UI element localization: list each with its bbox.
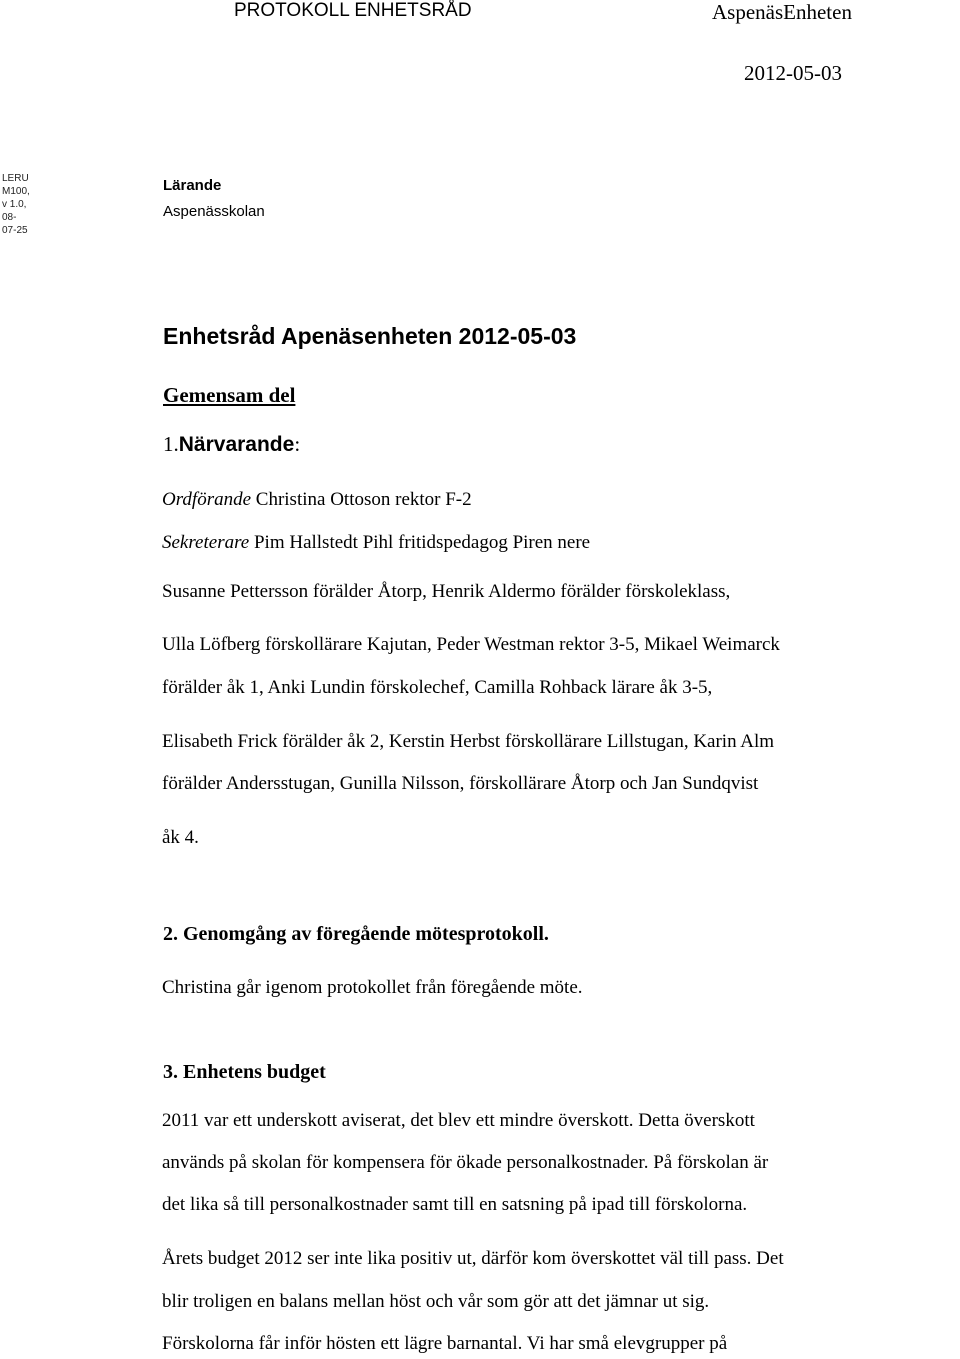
budget-line: 2011 var ett underskott aviserat, det blev ett mindre överskott. Detta överskott xyxy=(162,1110,755,1131)
budget-line: Förskolorna får inför hösten ett lägre barnantal. Vi har små elevgrupper på xyxy=(162,1333,728,1354)
section-title: Närvarande xyxy=(178,433,295,456)
form-code-line: LERU xyxy=(2,173,29,184)
header-date: 2012-05-03 xyxy=(744,61,842,85)
form-code-line: 07-25 xyxy=(2,225,28,236)
document-title: Enhetsråd Apenäsenheten 2012-05-03 xyxy=(163,323,577,349)
budget-line: blir troligen en balans mellan höst och vår som gör att det jämnar ut sig. xyxy=(162,1291,710,1312)
section-budget-heading: 3. Enhetens budget xyxy=(163,1061,326,1083)
form-code xyxy=(2,172,30,237)
form-code-line: 08- xyxy=(2,212,17,223)
section-attendees-heading xyxy=(163,432,300,457)
secretary-role: Sekreterare xyxy=(162,532,250,553)
attendees-line: åk 4. xyxy=(162,827,199,848)
attendees-line: Susanne Pettersson förälder Åtorp, Henrik Aldermo förälder förskoleklass, xyxy=(162,581,731,602)
common-part-heading: Gemensam del xyxy=(163,383,296,407)
budget-line: används på skolan för kompensera för ökade personalkostnader. På förskolan är xyxy=(162,1152,769,1173)
form-code-line: M100, xyxy=(2,186,30,197)
secretary-line xyxy=(162,532,590,554)
attendees-line: Ulla Löfberg förskollärare Kajutan, Peder Westman rektor 3-5, Mikael Weimarck xyxy=(162,634,780,655)
section-number: 1. xyxy=(163,432,179,456)
header-title: PROTOKOLL ENHETSRÅD xyxy=(234,0,472,21)
section-minutes-heading: 2. Genomgång av föregående mötesprotokoll. xyxy=(163,923,549,945)
attendees-line: Elisabeth Frick förälder åk 2, Kerstin Herbst förskollärare Lillstugan, Karin Alm xyxy=(162,731,775,752)
form-code-line: v 1.0, xyxy=(2,199,27,210)
header-unit: AspenäsEnheten xyxy=(712,0,852,24)
chair-line xyxy=(162,489,472,511)
budget-line: det lika så till personalkostnader samt till en satsning på ipad till förskolorna. xyxy=(162,1194,748,1215)
chair-text: Christina Ottoson rektor F-2 xyxy=(251,489,472,510)
section-minutes-text: Christina går igenom protokollet från föregående möte. xyxy=(162,977,583,998)
school-label: Aspenässkolan xyxy=(163,203,265,220)
department-label: Lärande xyxy=(163,177,222,194)
attendees-line: förälder åk 1, Anki Lundin förskolechef, Camilla Rohback lärare åk 3-5, xyxy=(162,677,713,698)
budget-line: Årets budget 2012 ser inte lika positiv ut, därför kom överskottet väl till pass. Det xyxy=(162,1248,784,1269)
heading-colon: : xyxy=(294,432,301,456)
chair-role: Ordförande xyxy=(162,489,252,510)
attendees-line: förälder Andersstugan, Gunilla Nilsson, förskollärare Åtorp och Jan Sundqvist xyxy=(162,773,759,794)
secretary-text: Pim Hallstedt Pihl fritidspedagog Piren nere xyxy=(249,532,591,553)
